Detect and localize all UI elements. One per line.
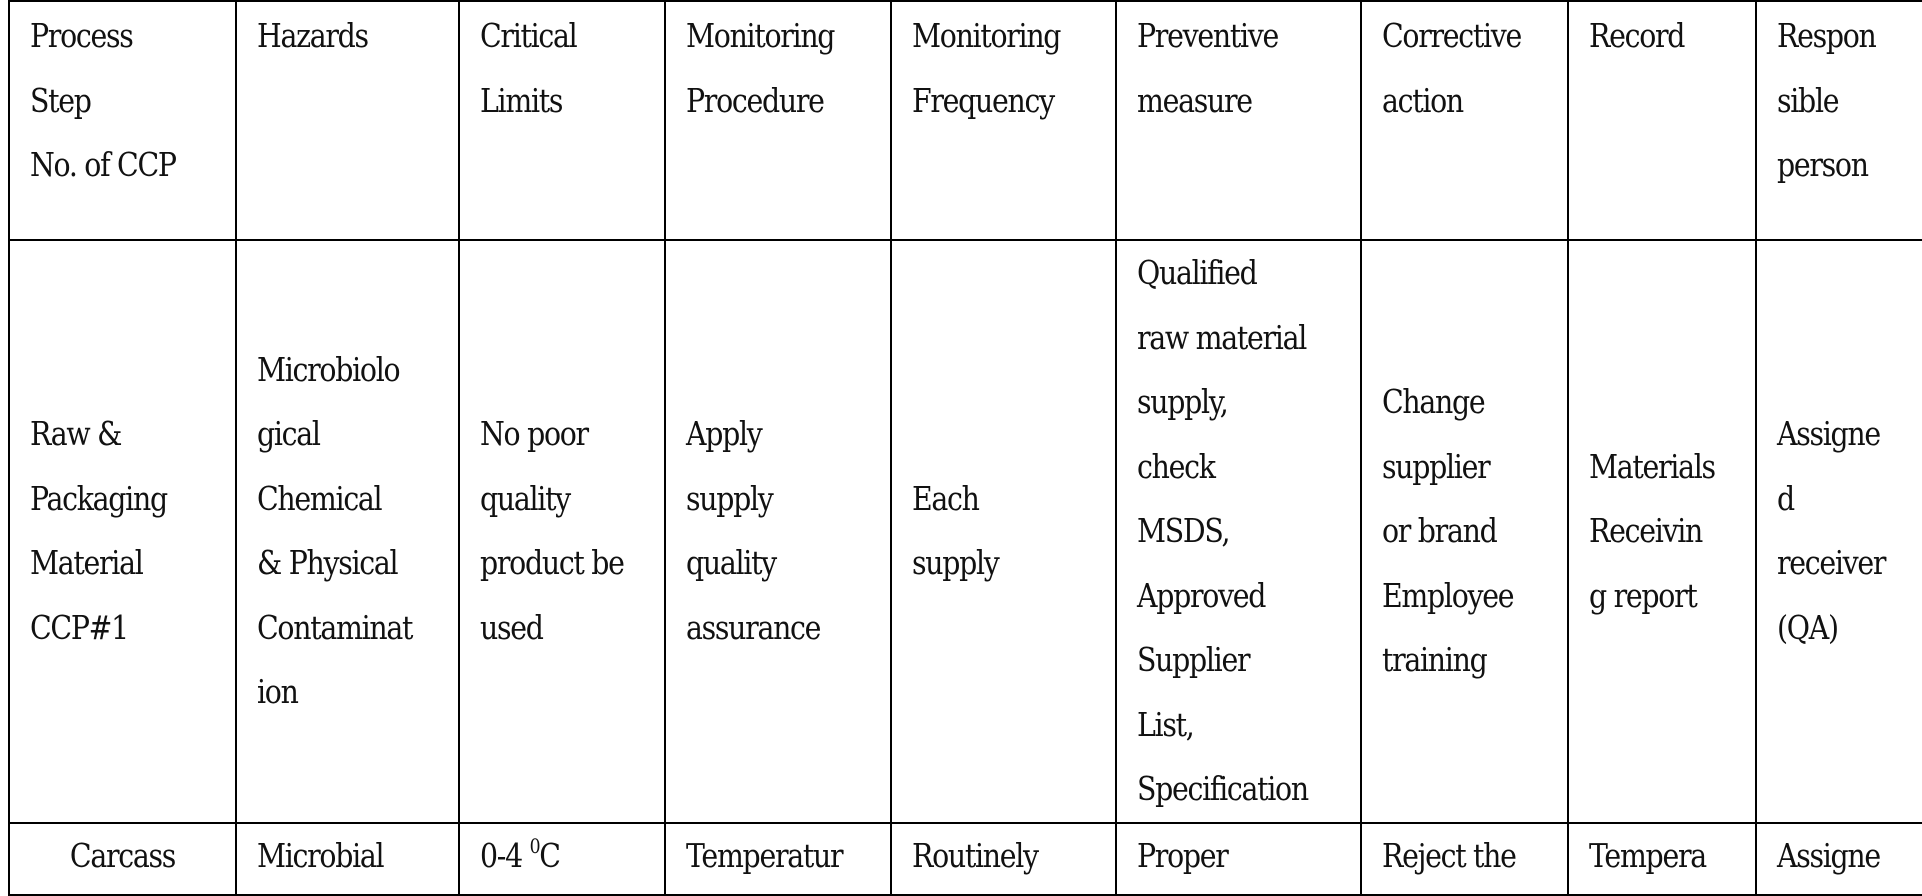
table-cell-preventive-measure: Qualified raw material supply, check MSDS, Approved Supplier List, Specification (1116, 240, 1361, 823)
table-cell-record: Tempera (1568, 823, 1756, 895)
haccp-plan-table (8, 0, 1922, 896)
table-cell-preventive-measure: Proper (1116, 823, 1361, 895)
table-cell-corrective-action: Reject the (1361, 823, 1568, 895)
table-cell-corrective-action: Change supplier or brand Employee training (1361, 240, 1568, 823)
header-cell-hazards: Hazards (236, 1, 459, 240)
table-cell-hazards: Microbiolo gical Chemical & Physical Contaminat ion (236, 240, 459, 823)
table-row (9, 240, 1922, 823)
table-row (9, 823, 1922, 895)
table-cell-monitoring-procedure: Temperatur (665, 823, 891, 895)
temperature-unit: C (539, 835, 560, 875)
header-cell-responsible-person: Respon sible person (1756, 1, 1922, 240)
table-cell-responsible-person: Assigne (1756, 823, 1922, 895)
header-cell-record: Record (1568, 1, 1756, 240)
table-cell-record: Materials Receivin g report (1568, 240, 1756, 823)
table-cell-monitoring-frequency: Each supply (891, 240, 1116, 823)
table-header-row (9, 1, 1922, 240)
header-cell-monitoring-procedure: Monitoring Procedure (665, 1, 891, 240)
table-cell-critical-limits: No poor quality product be used (459, 240, 665, 823)
table-cell-responsible-person: Assigne d receiver (QA) (1756, 240, 1922, 823)
header-cell-critical-limits: Critical Limits (459, 1, 665, 240)
table-cell-monitoring-frequency: Routinely (891, 823, 1116, 895)
table-cell-process-step: Raw & Packaging Material CCP#1 (9, 240, 236, 823)
table-cell-hazards: Microbial (236, 823, 459, 895)
degree-superscript: 0 (529, 833, 540, 858)
table-cell-critical-limits (459, 823, 665, 895)
header-cell-process-step: Process Step No. of CCP (9, 1, 236, 240)
header-cell-corrective-action: Corrective action (1361, 1, 1568, 240)
critical-limit-range: 0-4 (480, 835, 522, 875)
header-cell-monitoring-frequency: Monitoring Frequency (891, 1, 1116, 240)
table-cell-monitoring-procedure: Apply supply quality assurance (665, 240, 891, 823)
table-cell-process-step: Carcass (9, 823, 236, 895)
header-cell-preventive-measure: Preventive measure (1116, 1, 1361, 240)
